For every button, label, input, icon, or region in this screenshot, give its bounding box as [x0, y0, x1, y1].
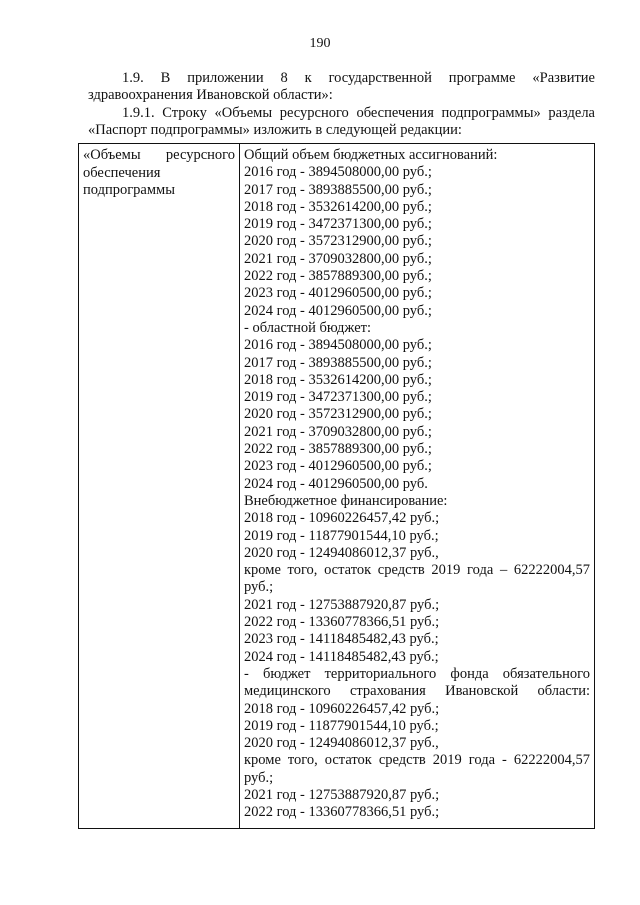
passport-table — [78, 143, 595, 829]
regional-header: - областной бюджет: — [244, 319, 372, 336]
amount-line: 2020 год - 12494086012,37 руб., — [244, 735, 439, 752]
page-number: 190 — [309, 36, 331, 51]
amount-line: 2018 год - 10960226457,42 руб.; — [244, 700, 440, 717]
amount-line: 2018 год - 3532614200,00 руб.; — [244, 198, 432, 215]
amount-line: 2020 год - 3572312900,00 руб.; — [244, 406, 432, 423]
amount-line: 2021 год - 12753887920,87 руб.; — [244, 596, 440, 613]
amount-line: 2021 год - 3709032800,00 руб.; — [244, 250, 432, 267]
row-content-cell — [240, 144, 595, 829]
amount-line: 2018 год - 3532614200,00 руб.; — [244, 371, 432, 388]
amount-line: 2017 год - 3893885500,00 руб.; — [244, 354, 432, 371]
amount-line: 2021 год - 3709032800,00 руб.; — [244, 423, 432, 440]
amount-line: 2022 год - 13360778366,51 руб.; — [244, 804, 440, 821]
amount-line: 2019 год - 3472371300,00 руб.; — [244, 216, 432, 233]
tfoms-note: кроме того, остаток средств 2019 года - 62222004,57 руб.; — [244, 752, 590, 786]
amount-line: 2016 год - 3894508000,00 руб.; — [244, 164, 432, 181]
amount-line: 2020 год - 3572312900,00 руб.; — [244, 233, 432, 250]
amount-line: 2020 год - 12494086012,37 руб., — [244, 544, 439, 561]
amount-line: 2024 год - 4012960500,00 руб.; — [244, 302, 432, 319]
amount-line: 2023 год - 14118485482,43 руб.; — [244, 631, 439, 648]
total-lines — [244, 164, 590, 320]
amount-line: 2016 год - 3894508000,00 руб.; — [244, 337, 432, 354]
tfoms-lines-a — [244, 701, 590, 753]
extra-lines-a — [244, 510, 590, 562]
amount-line: 2023 год - 4012960500,00 руб.; — [244, 458, 432, 475]
paragraph-2: 1.9.1. Строку «Объемы ресурсного обеспечения подпрограммы» раздела «Паспорт подпрограммы» изложить в следующей редакции: — [88, 105, 595, 138]
amount-line: 2022 год - 3857889300,00 руб.; — [244, 268, 432, 285]
amount-line: 2022 год - 13360778366,51 руб.; — [244, 614, 440, 631]
tfoms-header: - бюджет территориального фонда обязательного медицинского страхования Ивановской области: — [244, 665, 590, 700]
amount-line: 2017 год - 3893885500,00 руб.; — [244, 181, 432, 198]
regional-lines — [244, 337, 590, 493]
amount-line: 2019 год - 11877901544,10 руб.; — [244, 717, 439, 734]
amount-line: 2019 год - 3472371300,00 руб.; — [244, 389, 432, 406]
amount-line: 2018 год - 10960226457,42 руб.; — [244, 510, 440, 527]
paragraph-1: 1.9. В приложении 8 к государственной программе «Развитие здравоохранения Ивановской области»: — [88, 70, 595, 103]
table-row — [79, 144, 595, 829]
total-header: Общий объем бюджетных ассигнований: — [244, 147, 498, 163]
tfoms-lines-b — [244, 787, 590, 822]
amount-line: 2024 год - 14118485482,43 руб.; — [244, 648, 439, 665]
amount-line: 2023 год - 4012960500,00 руб.; — [244, 285, 432, 302]
extra-lines-b — [244, 597, 590, 666]
row-title-cell — [79, 144, 240, 829]
extra-header: Внебюджетное финансирование: — [244, 492, 448, 509]
amount-line: 2022 год - 3857889300,00 руб.; — [244, 441, 432, 458]
amount-line: 2021 год - 12753887920,87 руб.; — [244, 786, 440, 803]
amount-line: 2024 год - 4012960500,00 руб. — [244, 475, 428, 492]
amount-line: 2019 год - 11877901544,10 руб.; — [244, 527, 439, 544]
extra-note: кроме того, остаток средств 2019 года – 62222004,57 руб.; — [244, 562, 590, 596]
row-title: «Объемы ресурсного обеспечения подпрограммы — [83, 147, 235, 198]
